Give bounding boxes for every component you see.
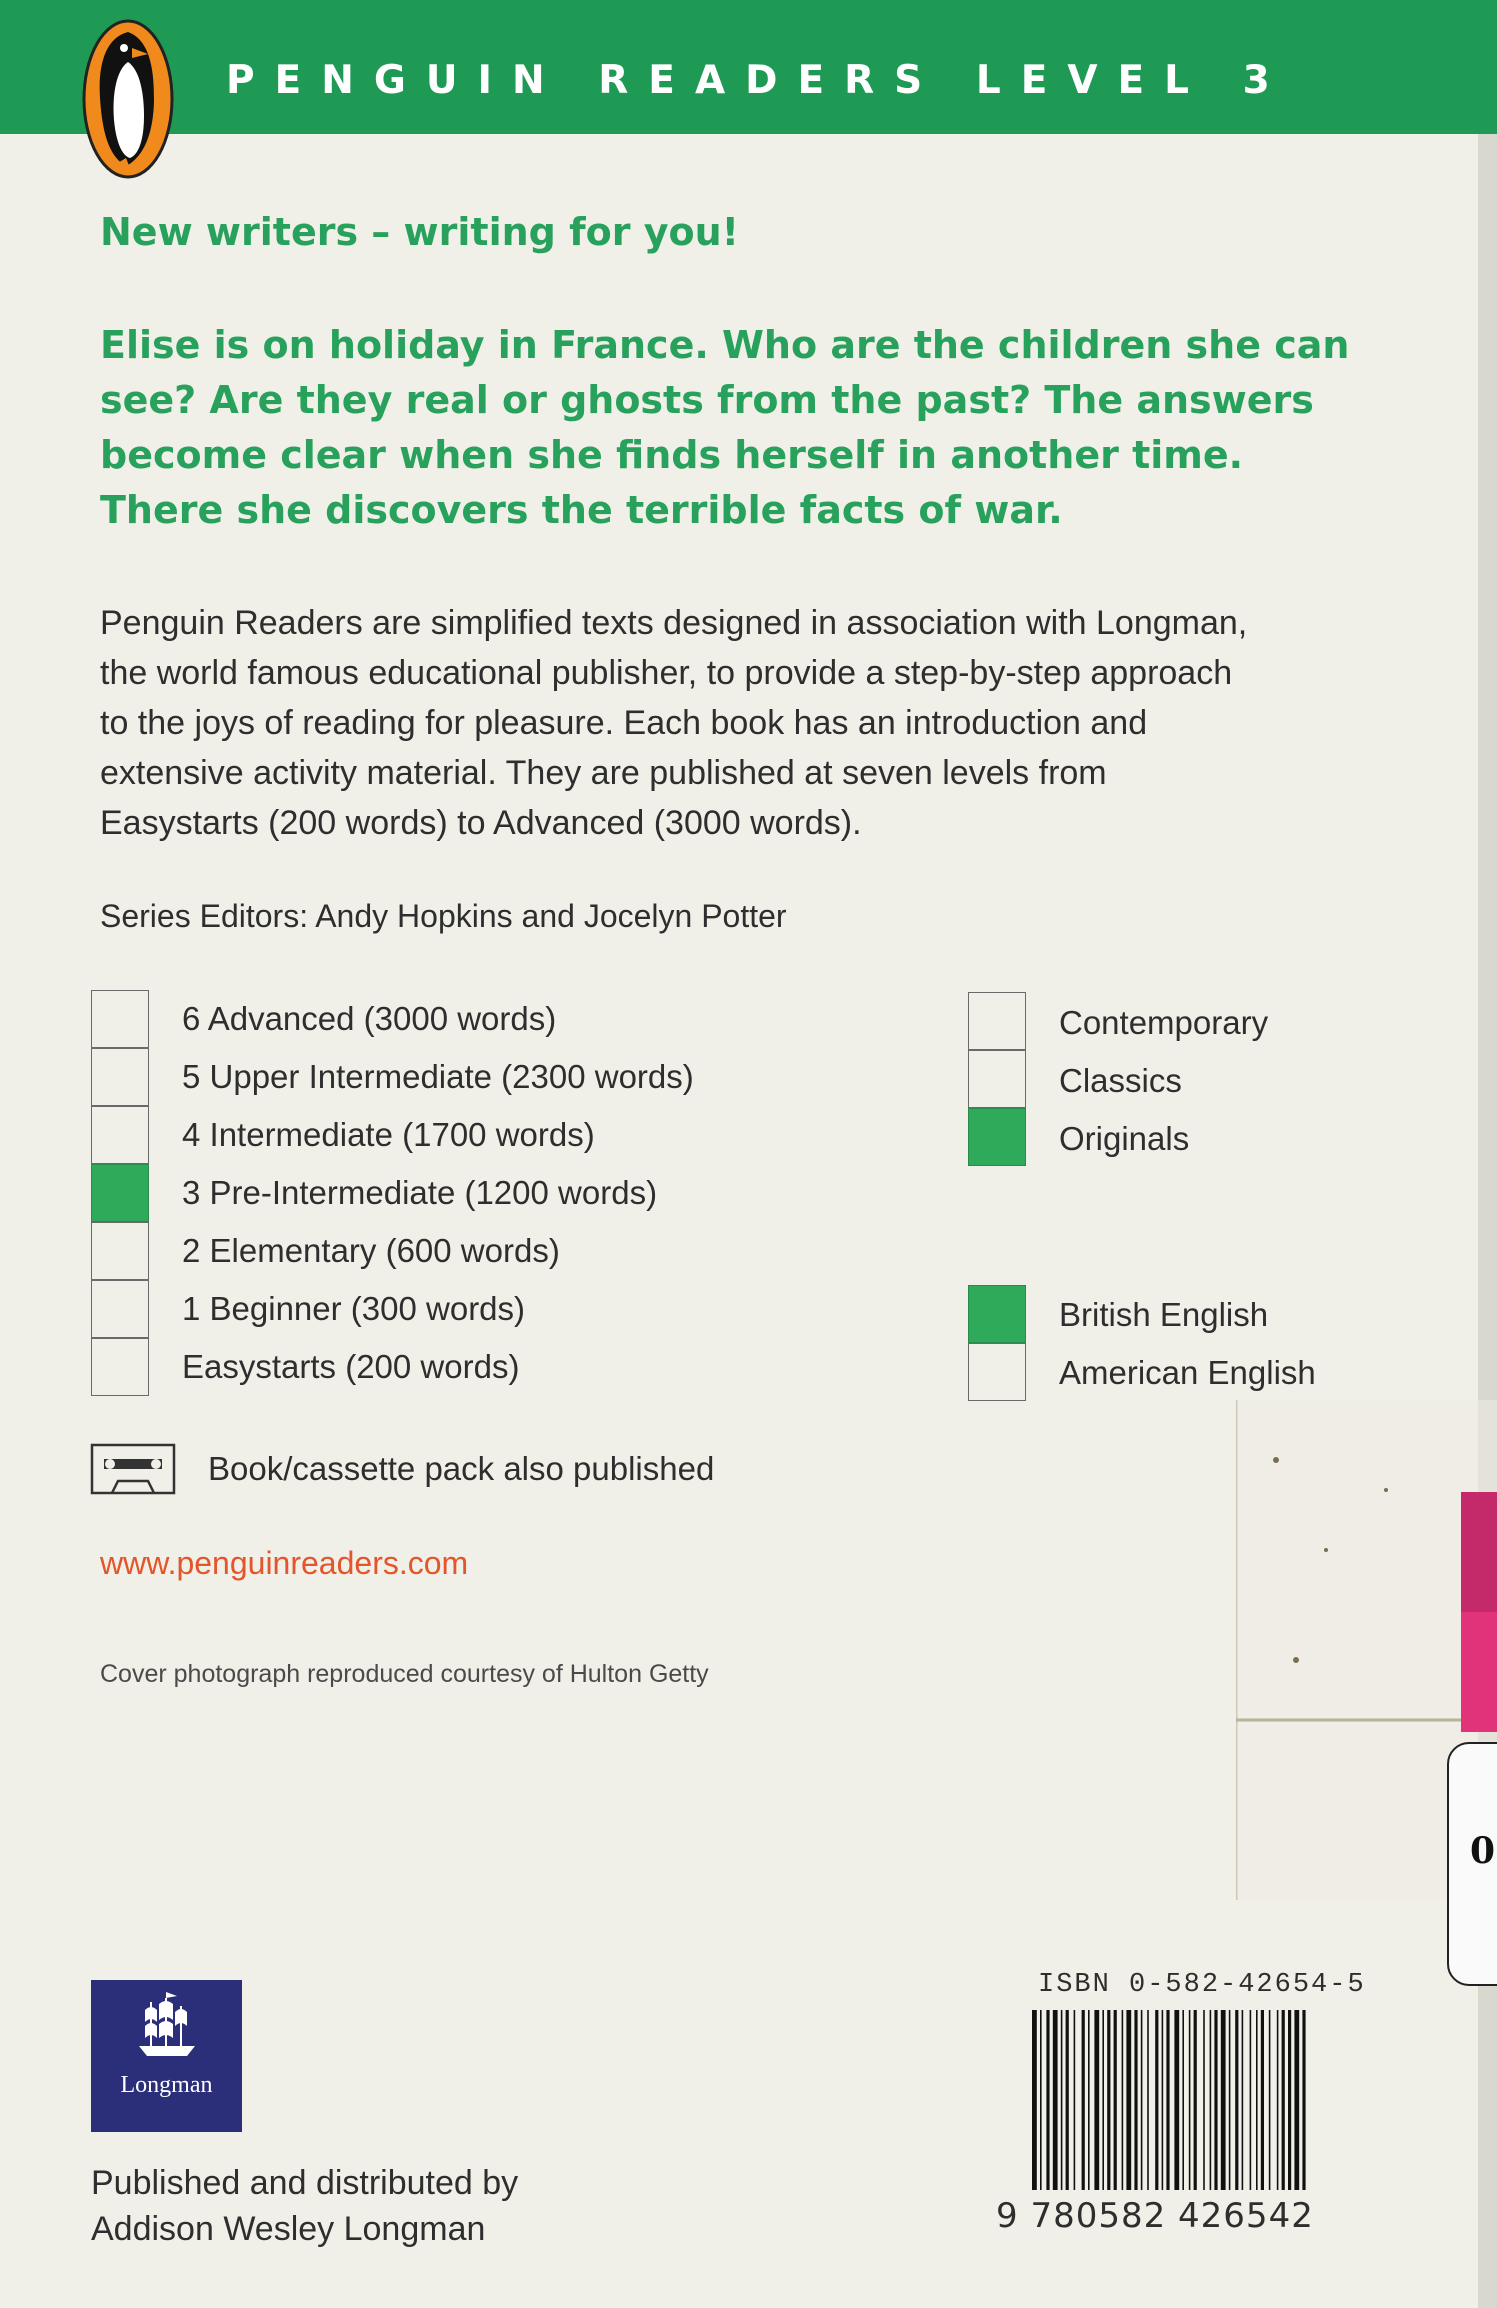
category-label: Classics (1059, 1062, 1182, 1099)
blurb-line: Elise is on holiday in France. Who are the children she can (100, 323, 1350, 367)
website-link[interactable]: www.penguinreaders.com (100, 1545, 469, 1581)
category-checkbox (968, 1108, 1026, 1166)
cassette-note: Book/cassette pack also published (208, 1450, 715, 1487)
category-checkbox (968, 992, 1026, 1050)
publisher-info (91, 2160, 518, 2252)
level-label: 3 Pre-Intermediate (1200 words) (182, 1174, 658, 1211)
barcode-bar (1061, 2010, 1063, 2190)
barcode-bar (1182, 2010, 1184, 2190)
publisher-line: Published and distributed by (91, 2164, 519, 2202)
barcode-bar (1203, 2010, 1205, 2190)
barcode-bar (1066, 2010, 1069, 2190)
level-label: Easystarts (200 words) (182, 1348, 520, 1385)
barcode-bar (1221, 2010, 1226, 2190)
barcode-bar (1242, 2010, 1244, 2190)
barcode-bar (1194, 2010, 1197, 2190)
penguin-logo-icon (80, 18, 176, 180)
barcode-bar (1261, 2010, 1264, 2190)
barcode-bar (1088, 2010, 1090, 2190)
level-checkbox (91, 1222, 149, 1280)
category-checkbox (968, 1050, 1026, 1108)
barcode-bar (1282, 2010, 1285, 2190)
series-description (100, 598, 1420, 848)
barcode-bar (1094, 2010, 1099, 2190)
description-line: Penguin Readers are simplified texts designed in association with Longman, (100, 604, 1248, 642)
barcode-bar (1053, 2010, 1058, 2190)
level-checkbox (91, 1048, 149, 1106)
blurb-line: There she discovers the terrible facts of war. (100, 488, 1063, 532)
cover-credit: Cover photograph reproduced courtesy of Hulton Getty (100, 1660, 709, 1688)
library-label-text: 0 (1470, 1830, 1496, 1872)
description-line: to the joys of reading for pleasure. Each book has an introduction and (100, 704, 1148, 742)
level-checkbox (91, 1106, 149, 1164)
level-checkbox (91, 1280, 149, 1338)
barcode-bar (1256, 2010, 1258, 2190)
tagline: New writers – writing for you! (100, 210, 739, 254)
level-checkbox (91, 1164, 149, 1222)
barcode-bar (1107, 2010, 1110, 2190)
barcode-digits: 9 780582 426542 (996, 2196, 1314, 2236)
ship-icon (91, 1980, 242, 2070)
barcode-bar (1302, 2010, 1305, 2190)
barcode-bar (1102, 2010, 1104, 2190)
language-checkbox (968, 1285, 1026, 1343)
language-checkbox (968, 1343, 1026, 1401)
level-label: 1 Beginner (300 words) (182, 1290, 526, 1327)
blurb-line: become clear when she finds herself in another time. (100, 433, 1244, 477)
level-label: 5 Upper Intermediate (2300 words) (182, 1058, 694, 1095)
cassette-icon (90, 1443, 176, 1495)
level-label: 4 Intermediate (1700 words) (182, 1116, 595, 1153)
blurb (100, 318, 1400, 538)
barcode-bar (1032, 2010, 1037, 2190)
barcode-bar (1235, 2010, 1238, 2190)
barcode-bar (1174, 2010, 1179, 2190)
longman-wordmark: Longman (120, 2072, 213, 2098)
series-header-band (0, 0, 1497, 134)
level-label: 6 Advanced (3000 words) (182, 1000, 557, 1037)
barcode-bar (1126, 2010, 1131, 2190)
level-checkbox (91, 1338, 149, 1396)
series-editors: Series Editors: Andy Hopkins and Jocelyn Potter (100, 898, 787, 934)
barcode-bar (1141, 2010, 1143, 2190)
description-line: extensive activity material. They are published at seven levels from (100, 754, 1107, 792)
barcode-bar (1250, 2010, 1252, 2190)
barcode-bar (1277, 2010, 1279, 2190)
barcode-bar (1288, 2010, 1291, 2190)
barcode-bar (1210, 2010, 1212, 2190)
barcode-bar (1114, 2010, 1117, 2190)
series-title: PENGUIN READERS LEVEL 3 (226, 58, 1290, 103)
barcode-bar (1122, 2010, 1124, 2190)
language-label: American English (1059, 1354, 1316, 1391)
barcode-bar (1269, 2010, 1271, 2190)
barcode-bar (1134, 2010, 1137, 2190)
barcode-bar (1155, 2010, 1158, 2190)
description-line: Easystarts (200 words) to Advanced (3000 words). (100, 804, 862, 842)
category-label: Contemporary (1059, 1004, 1269, 1041)
barcode-bar (1040, 2010, 1042, 2190)
barcode-bar (1229, 2010, 1231, 2190)
description-line: the world famous educational publisher, to provide a step-by-step approach (100, 654, 1233, 692)
level-checkbox (91, 990, 149, 1048)
isbn: ISBN 0-582-42654-5 (1038, 1970, 1366, 2000)
barcode-bar (1147, 2010, 1149, 2190)
barcode-bar (1294, 2010, 1299, 2190)
category-label: Originals (1059, 1120, 1190, 1157)
longman-logo (91, 1980, 242, 2132)
barcode-bar (1046, 2010, 1049, 2190)
barcode-bar (1189, 2010, 1191, 2190)
blurb-line: see? Are they real or ghosts from the past? The answers (100, 378, 1314, 422)
barcode-bar (1074, 2010, 1076, 2190)
publisher-line: Addison Wesley Longman (91, 2210, 486, 2248)
barcode-bar (1162, 2010, 1164, 2190)
level-label: 2 Elementary (600 words) (182, 1232, 560, 1269)
barcode (1028, 2010, 1375, 2200)
barcode-bar (1166, 2010, 1169, 2190)
barcode-bar (1214, 2010, 1217, 2190)
library-sticker-dark (1461, 1492, 1497, 1612)
barcode-bar (1082, 2010, 1085, 2190)
language-label: British English (1059, 1296, 1269, 1333)
